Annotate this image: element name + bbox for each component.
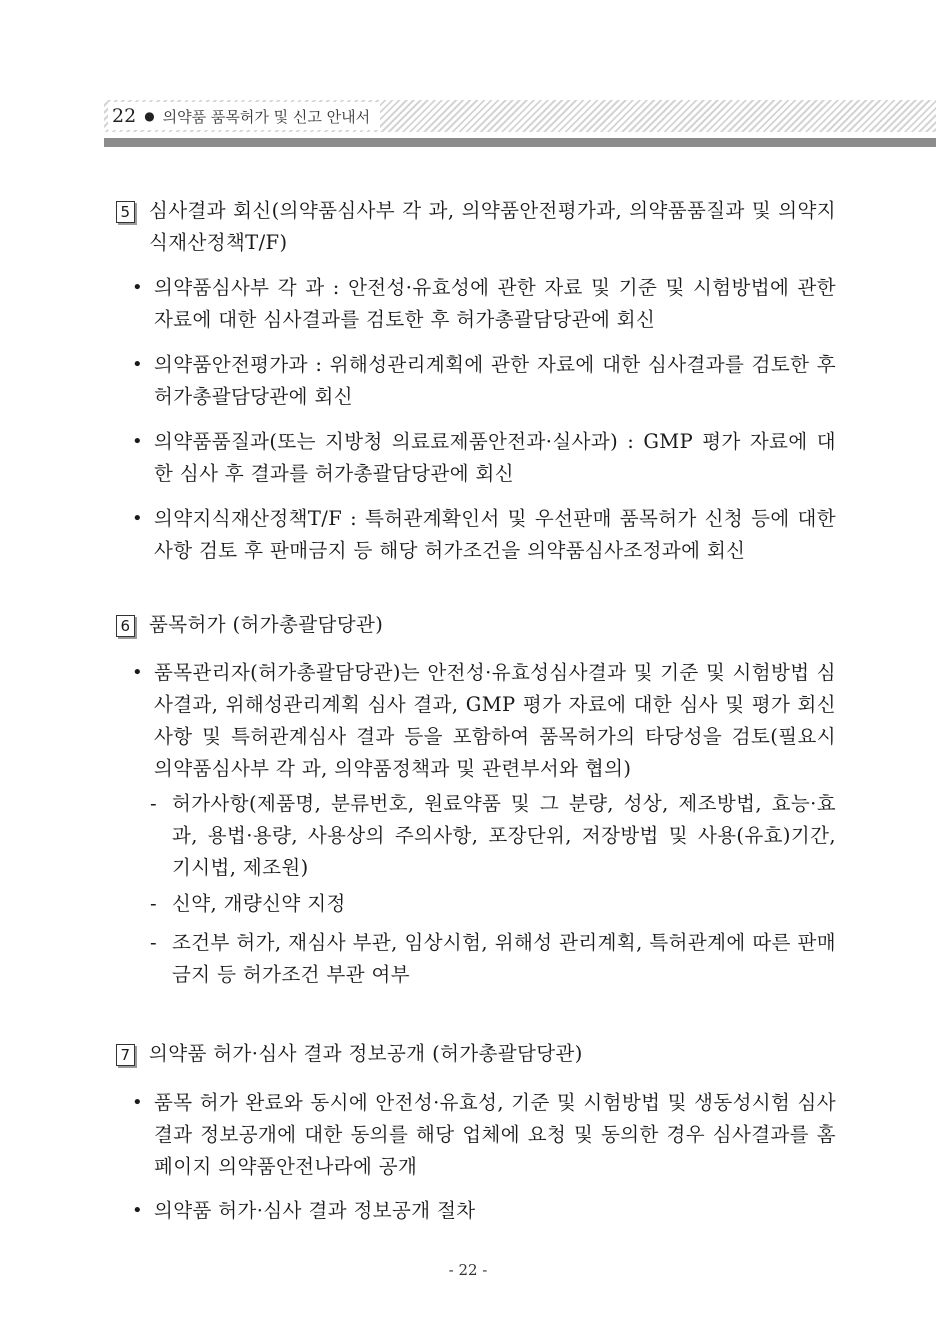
list-item-text: 품목관리자(허가총괄담당관)는 안전성·유효성심사결과 및 기준 및 시험방법 심사결과, 위해성관리계획 심사 결과, GMP 평가 자료에 대한 심사 및 평가 회신사항 및 특허관계심사 결과 등을 포함하여 품목허가의 타당성을 검토(필요시 의약품심사부 각 과, 의약품정책과 및 관련부서와 협의) — [154, 661, 836, 780]
section-title: 심사결과 회신(의약품심사부 각 과, 의약품안전평가과, 의약품품질과 및 의약지식재산정책T/F) — [149, 199, 836, 254]
list-item-text: 의약품 허가·심사 결과 정보공개 절차 — [154, 1199, 476, 1222]
header-rule — [104, 138, 936, 147]
running-header — [108, 102, 380, 130]
section-number-box: 5 — [116, 201, 135, 223]
footer-page-number: - 22 - — [448, 1261, 488, 1279]
sub-list-item-text: 조건부 허가, 재심사 부관, 임상시험, 위해성 관리계획, 특허관계에 따른 판매금지 등 허가조건 부관 여부 — [172, 931, 837, 986]
list-item — [132, 272, 836, 336]
list-item — [132, 503, 836, 567]
section-5-heading — [116, 195, 836, 259]
list-item-text: 의약지식재산정책T/F : 특허관계확인서 및 우선판매 품목허가 신청 등에 대한 사항 검토 후 판매금지 등 해당 허가조건을 의약품심사조정과에 회신 — [154, 507, 836, 562]
section-number-box: 6 — [116, 615, 135, 637]
sub-list-item — [150, 927, 836, 991]
list-item-text: 의약품심사부 각 과 : 안전성·유효성에 관한 자료 및 기준 및 시험방법에 관한 자료에 대한 심사결과를 검토한 후 허가총괄담당관에 회신 — [154, 276, 836, 331]
list-item — [132, 1195, 836, 1227]
bullet-icon: • — [132, 354, 144, 375]
sub-list-item-text: 신약, 개량신약 지정 — [172, 892, 346, 915]
sub-list-item — [150, 888, 836, 920]
bullet-icon: • — [132, 1092, 144, 1113]
bullet-icon: • — [132, 508, 144, 529]
bullet-icon: • — [132, 662, 144, 683]
header-title: 의약품 품목허가 및 신고 안내서 — [162, 107, 371, 126]
section-title: 품목허가 (허가총괄담당관) — [149, 613, 384, 636]
section-7-heading — [116, 1038, 836, 1070]
dash-marker: - — [150, 931, 157, 954]
header-bullet-icon: ● — [144, 109, 155, 123]
section-title: 의약품 허가·심사 결과 정보공개 (허가총괄담당관) — [149, 1042, 583, 1065]
section-6-heading — [116, 609, 836, 641]
list-item-text: 의약품품질과(또는 지방청 의료료제품안전과·실사과) : GMP 평가 자료에 대한 심사 후 결과를 허가총괄담당관에 회신 — [154, 430, 836, 485]
dash-marker: - — [150, 792, 157, 815]
list-item-text: 의약품안전평가과 : 위해성관리계획에 관한 자료에 대한 심사결과를 검토한 후 허가총괄담당관에 회신 — [154, 353, 836, 408]
list-item — [132, 349, 836, 413]
header-page-number: 22 — [112, 105, 137, 127]
sub-list-item-text: 허가사항(제품명, 분류번호, 원료약품 및 그 분량, 성상, 제조방법, 효능·효과, 용법·용량, 사용상의 주의사항, 포장단위, 저장방법 및 사용(유효)기간, 기시법, 제조원) — [172, 792, 836, 879]
list-item — [132, 1087, 836, 1183]
list-item-text: 품목 허가 완료와 동시에 안전성·유효성, 기준 및 시험방법 및 생동성시험 심사 결과 정보공개에 대한 동의를 해당 업체에 요청 및 동의한 경우 심사결과를 홈페이지 의약품안전나라에 공개 — [154, 1091, 836, 1178]
sub-list-item — [150, 788, 836, 884]
list-item — [132, 426, 836, 490]
bullet-icon: • — [132, 277, 144, 298]
list-item — [132, 657, 836, 785]
dash-marker: - — [150, 892, 157, 915]
bullet-icon: • — [132, 431, 144, 452]
bullet-icon: • — [132, 1200, 144, 1221]
section-number-box: 7 — [116, 1044, 135, 1066]
